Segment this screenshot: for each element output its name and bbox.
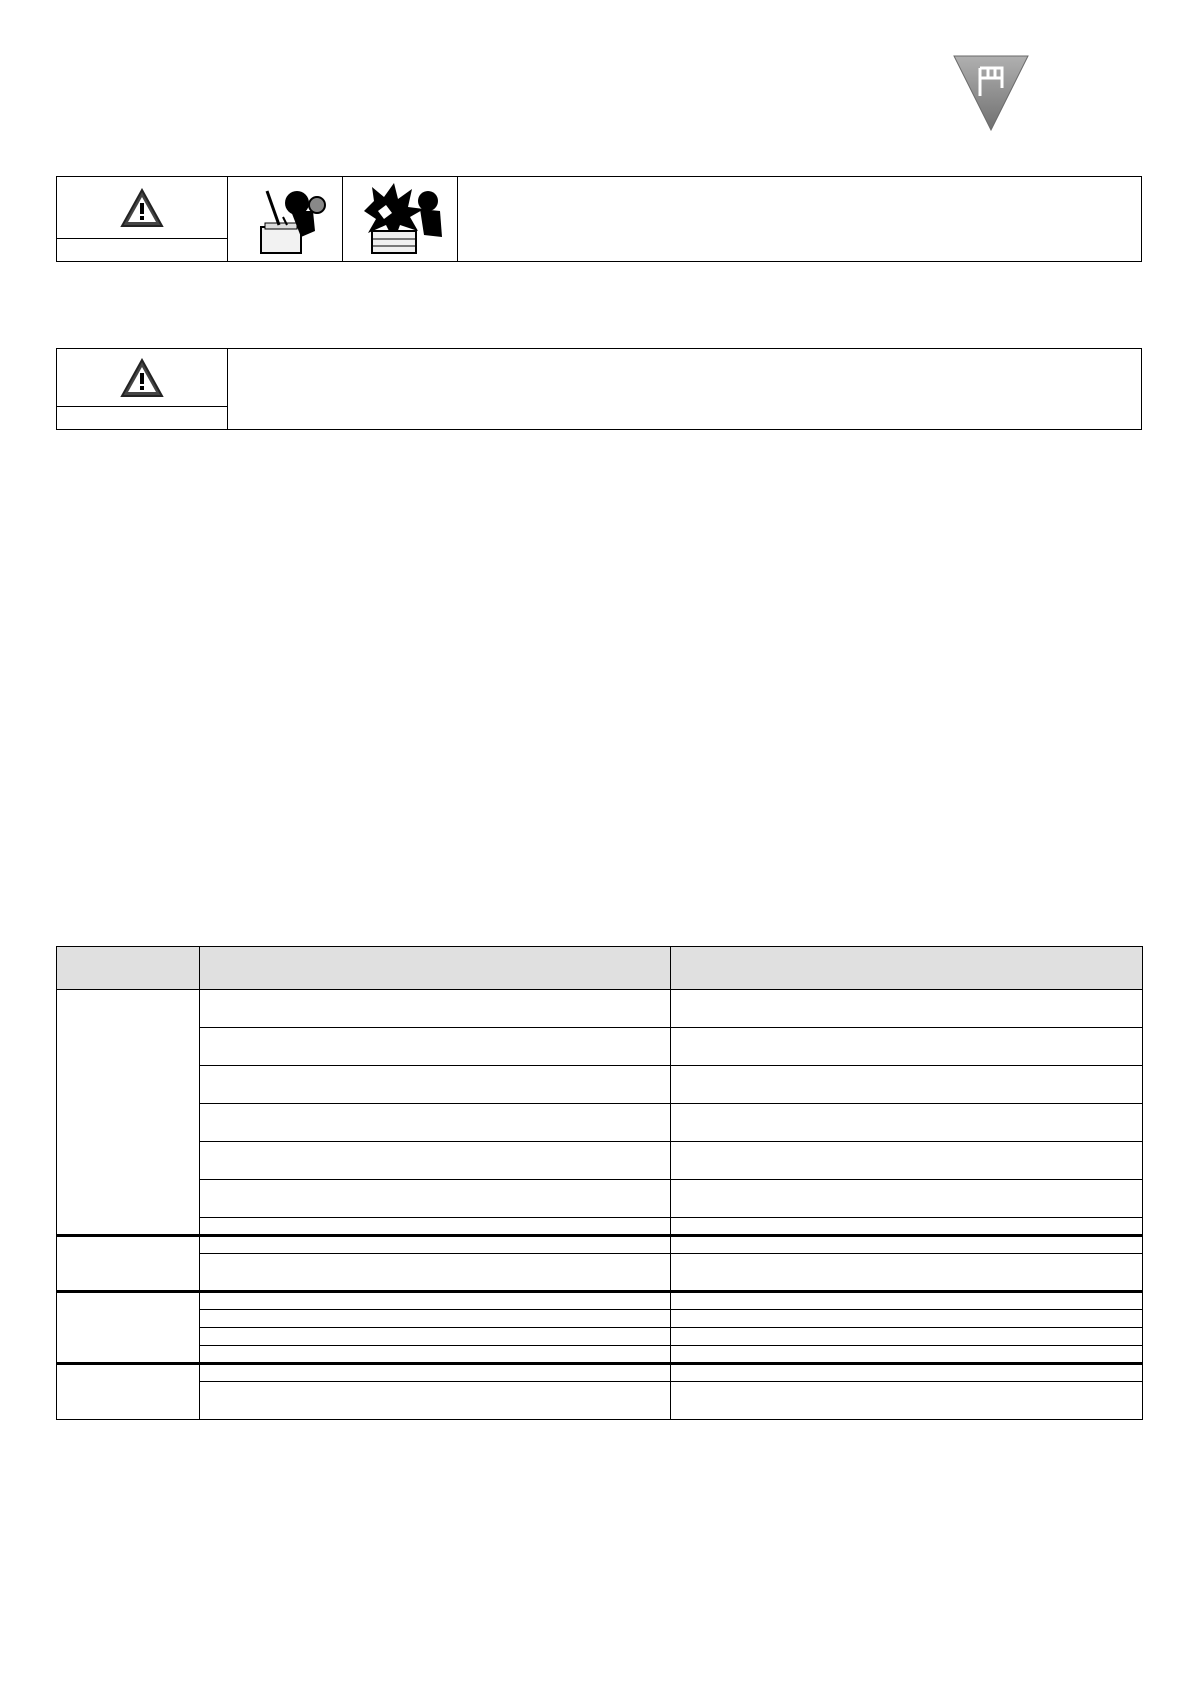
cause-cell [200,1254,671,1292]
remedy-cell [671,1346,1143,1364]
troubleshooting-table [56,946,1143,1420]
problem-cell [57,1236,200,1292]
problem-cell [57,1364,200,1420]
table-row [57,1236,1143,1254]
header-remedy [671,947,1143,990]
cause-cell [200,1218,671,1236]
table-row [57,1310,1143,1328]
remedy-cell [671,1254,1143,1292]
table-row [57,1066,1143,1104]
warning-header [57,349,228,429]
warning-triangle-icon [120,188,164,228]
acid-pictogram [228,177,343,261]
table-header-row [57,947,1143,990]
remedy-cell [671,1066,1143,1104]
warning-box-2 [56,348,1142,430]
cause-cell [200,1292,671,1310]
remedy-cell [671,1292,1143,1310]
cause-cell [200,1180,671,1218]
header-cause [200,947,671,990]
remedy-cell [671,1236,1143,1254]
cause-cell [200,1364,671,1382]
company-logo-icon [950,52,1032,134]
problem-cell [57,990,200,1236]
warning-triangle-icon [120,358,164,398]
remedy-cell [671,1328,1143,1346]
remedy-cell [671,1180,1143,1218]
table-row [57,1328,1143,1346]
warning-header [57,177,228,261]
remedy-cell [671,1104,1143,1142]
table-row [57,1218,1143,1236]
remedy-cell [671,1028,1143,1066]
problem-cell [57,1292,200,1364]
table-row [57,1346,1143,1364]
remedy-cell [671,1364,1143,1382]
header-problem [57,947,200,990]
table-row [57,1028,1143,1066]
cause-cell [200,1310,671,1328]
table-row [57,1292,1143,1310]
table-row [57,1142,1143,1180]
cause-cell [200,1328,671,1346]
remedy-cell [671,1310,1143,1328]
remedy-cell [671,990,1143,1028]
warning-label [57,238,227,261]
table-row [57,1254,1143,1292]
warning-label [57,406,227,429]
warning-box-1 [56,176,1142,262]
warning-text [458,177,1141,261]
cause-cell [200,1028,671,1066]
battery-acid-hazard-icon [239,181,331,257]
warning-text [228,349,1141,429]
table-row [57,1382,1143,1420]
explosion-hazard-icon [354,181,446,257]
cause-cell [200,1236,671,1254]
cause-cell [200,1346,671,1364]
cause-cell [200,1066,671,1104]
table-row [57,1104,1143,1142]
table-row [57,1364,1143,1382]
table-row [57,1180,1143,1218]
cause-cell [200,990,671,1028]
table-row [57,990,1143,1028]
cause-cell [200,1104,671,1142]
remedy-cell [671,1382,1143,1420]
cause-cell [200,1382,671,1420]
explosion-pictogram [343,177,458,261]
remedy-cell [671,1218,1143,1236]
cause-cell [200,1142,671,1180]
remedy-cell [671,1142,1143,1180]
